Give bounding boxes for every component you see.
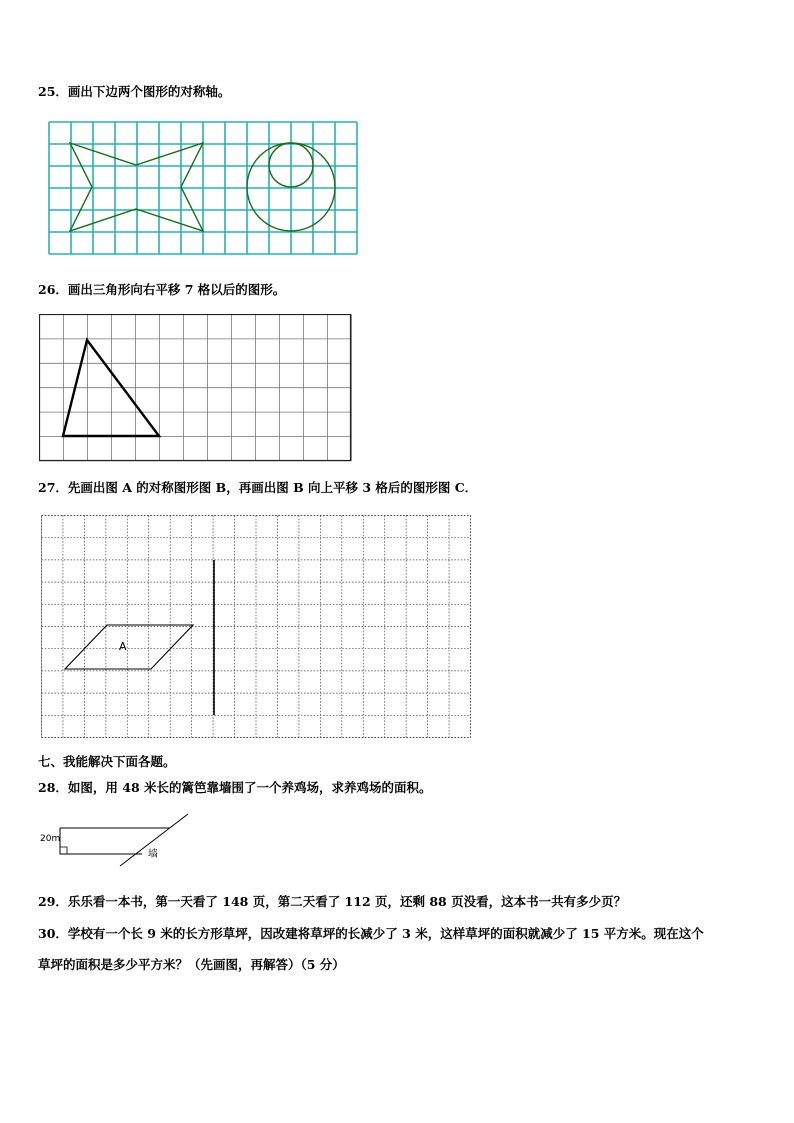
question-30-line1: 30．学校有一个长 9 米的长方形草坪，因改建将草坪的长减少了 3 米，这样草坪的面积就减少了 15 平方米。现在这个 [38, 926, 704, 941]
q28-chicken-yard-diagram [38, 810, 198, 868]
section-7-heading: 七、我能解决下面各题。 [38, 754, 176, 769]
side-length-label: 20m [40, 834, 61, 844]
question-30-line2: 草坪的面积是多少平方米？（先画图，再解答）（5 分） [38, 957, 345, 972]
question-26: 26．画出三角形向右平移 7 格以后的图形。 [38, 282, 286, 297]
q26-translation-grid [39, 314, 352, 462]
right-angle-mark [60, 847, 67, 854]
fence [60, 828, 142, 854]
wall-label: 墙 [148, 849, 158, 860]
question-27: 27．先画出图 A 的对称图形图 B，再画出图 B 向上平移 3 格后的图形图 C． [38, 480, 478, 495]
q25-symmetry-grid [48, 121, 360, 256]
question-25: 25．画出下边两个图形的对称轴。 [38, 84, 231, 99]
question-29: 29．乐乐看一本书，第一天看了 148 页，第二天看了 112 页，还剩 88 页没看，这本书一共有多少页？ [38, 894, 627, 909]
question-28: 28．如图，用 48 米长的篱笆靠墙围了一个养鸡场，求养鸡场的面积。 [38, 780, 432, 795]
q27-dotted-grid [41, 515, 472, 739]
parallelogram-label: A [119, 640, 127, 653]
